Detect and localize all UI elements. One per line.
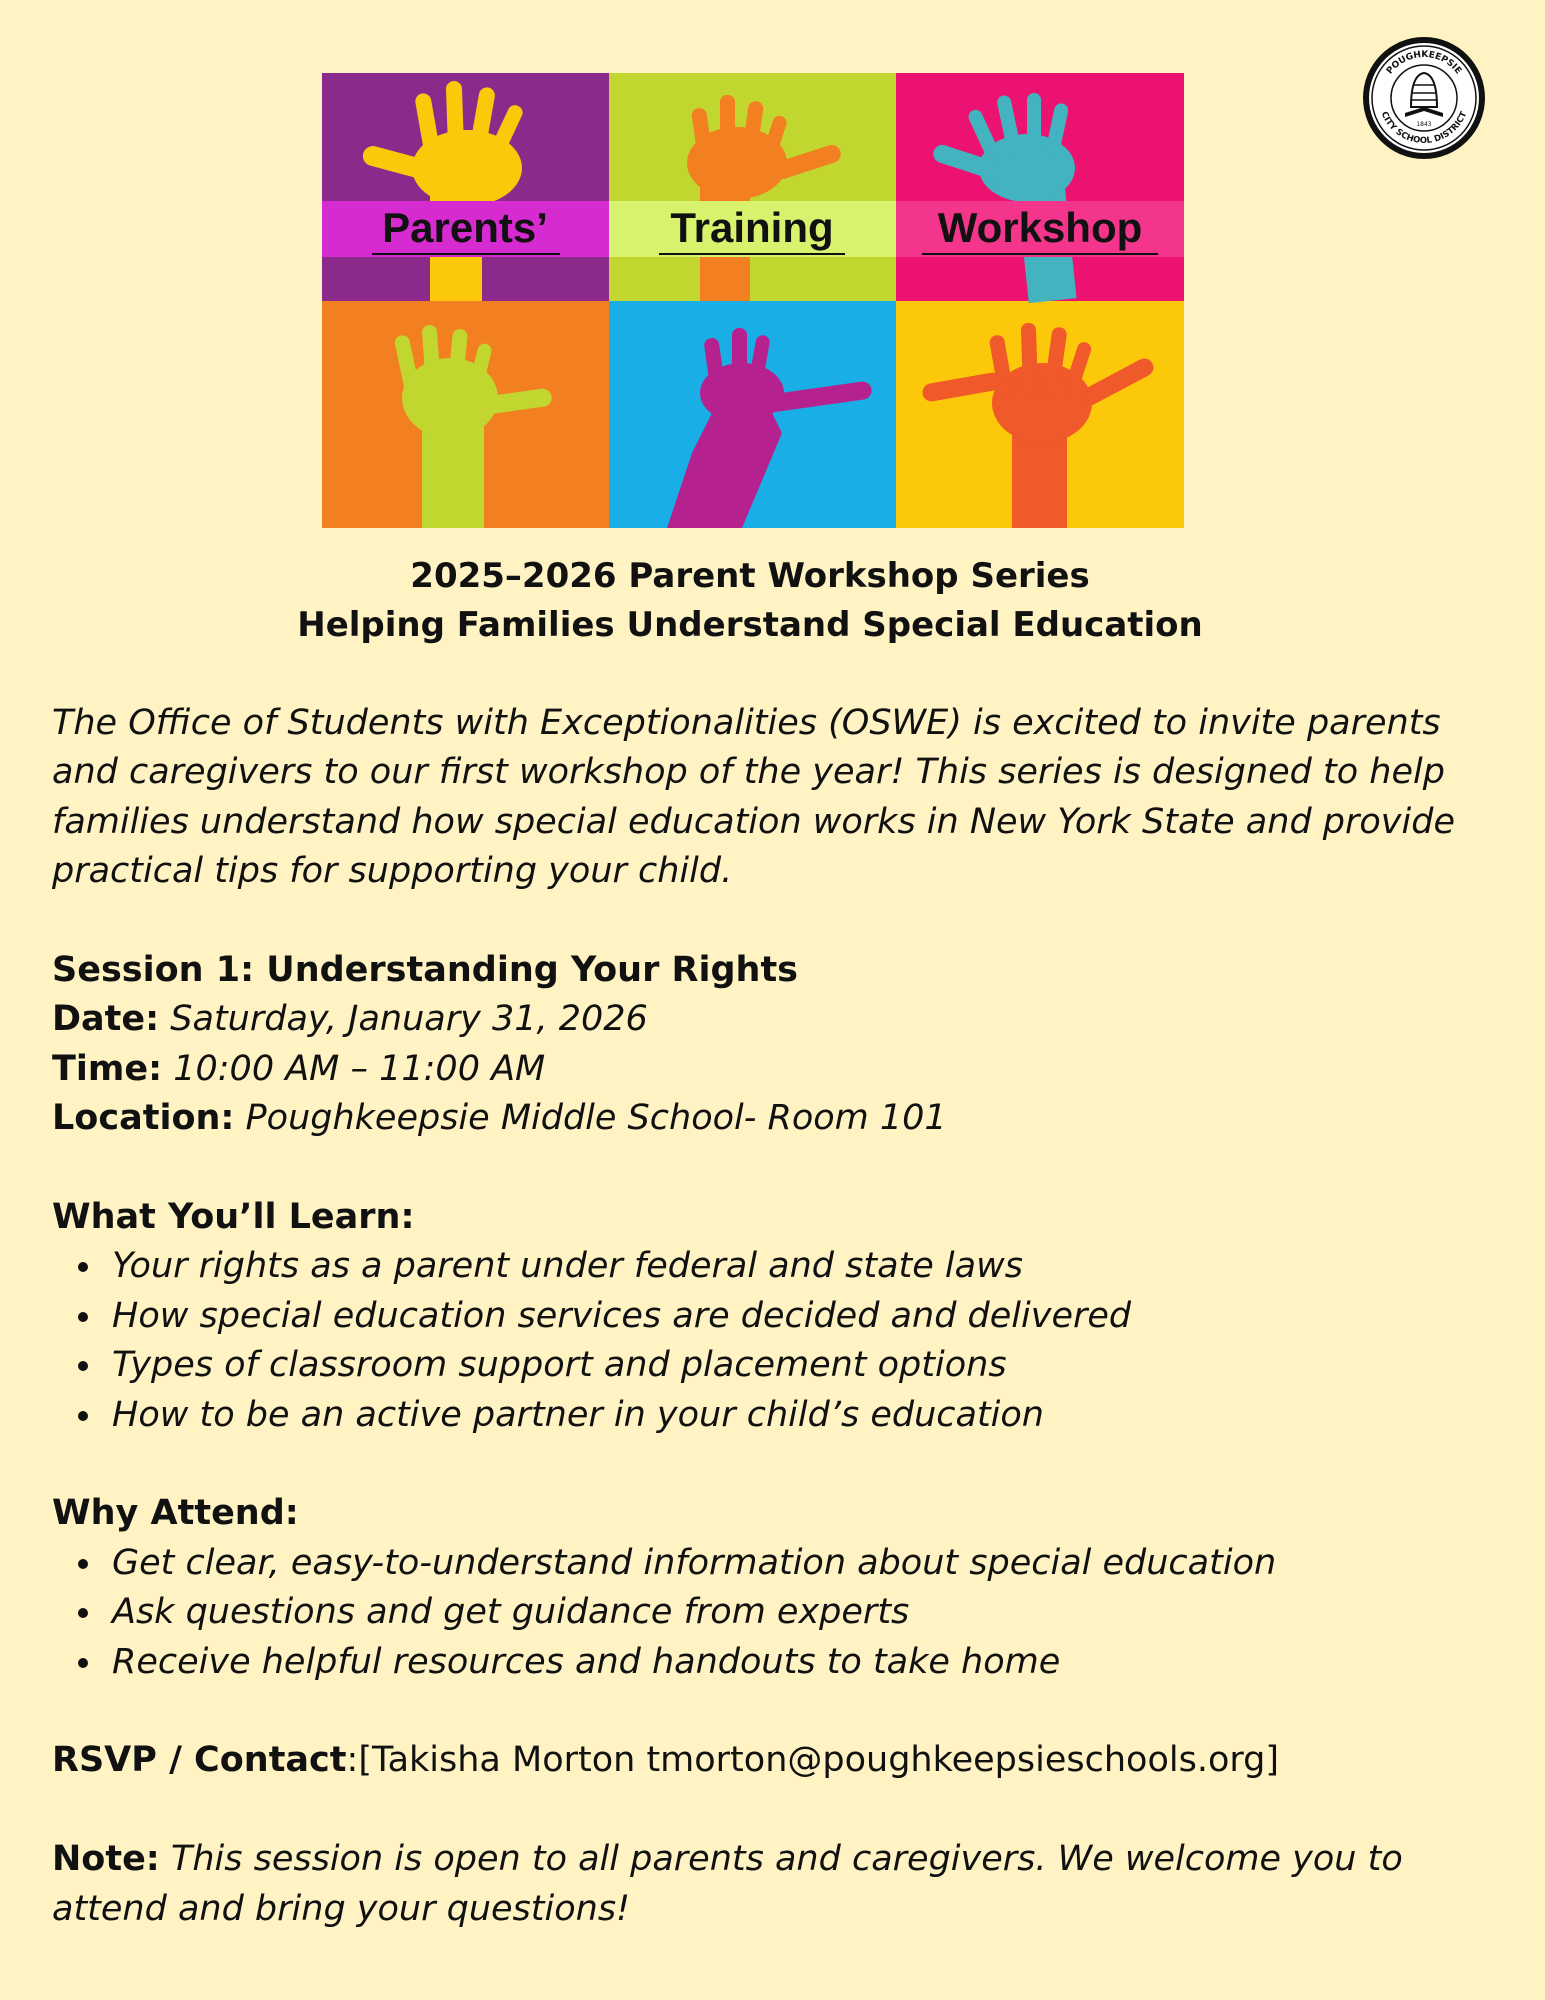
list-item: How special education services are decided and delivered [112,1292,1492,1341]
time-label: Time: [52,1048,163,1089]
title-block [0,552,1500,650]
note-text: This session is open to all parents and caregivers. We welcome you to attend and bring your questions! [52,1839,1403,1929]
banner-word-parents: Parents’ [382,204,548,251]
list-item: Receive helpful resources and handouts to take home [112,1638,1492,1687]
time-value: 10:00 AM – 11:00 AM [173,1048,546,1089]
learn-list [52,1242,1492,1440]
flyer-body [52,699,1492,1934]
list-item: Your rights as a parent under federal and state laws [112,1242,1492,1291]
page-title: 2025–2026 Parent Workshop Series [410,556,1090,596]
seal-top-text: POUGHKEEPSIE [1384,49,1464,77]
seal-bottom-text: CITY SCHOOL DISTRICT [1378,110,1470,147]
workshop-banner [322,73,1184,528]
session-time [52,1045,1492,1094]
note-paragraph [52,1835,1492,1934]
rsvp-line [52,1736,1492,1785]
session-heading: Session 1: Understanding Your Rights [52,950,799,991]
hands-banner-graphic [322,73,1184,528]
list-item: How to be an active partner in your child’s education [112,1391,1492,1440]
seal-logo-icon [1361,35,1487,161]
banner-word-workshop: Workshop [937,204,1143,251]
seal-year: 1843 [1416,121,1432,128]
rsvp-contact[interactable]: :[Takisha Morton tmorton@poughkeepsieschools.org] [346,1740,1280,1781]
intro-paragraph: The Office of Students with Exceptionalities (OSWE) is excited to invite parents and caregivers to our first workshop of the year! This series is designed to help families understand how special education works in New York State and provide practical tips for supporting your child. [52,703,1455,892]
date-label: Date: [52,999,160,1040]
location-label: Location: [52,1098,235,1139]
attend-heading: Why Attend: [52,1493,299,1534]
session-date [52,995,1492,1044]
note-label: Note: [52,1839,160,1880]
rsvp-label: RSVP / Contact [52,1740,347,1781]
date-value: Saturday, January 31, 2026 [170,999,648,1040]
session-location [52,1094,1492,1143]
district-seal [1361,35,1487,161]
location-value: Poughkeepsie Middle School- Room 101 [245,1098,947,1139]
page-subtitle: Helping Families Understand Special Education [297,605,1203,645]
list-item: Types of classroom support and placement options [112,1341,1492,1390]
attend-list [52,1539,1492,1687]
list-item: Get clear, easy-to-understand information about special education [112,1539,1492,1588]
list-item: Ask questions and get guidance from experts [112,1588,1492,1637]
banner-word-training: Training [670,204,834,251]
learn-heading: What You’ll Learn: [52,1197,415,1238]
